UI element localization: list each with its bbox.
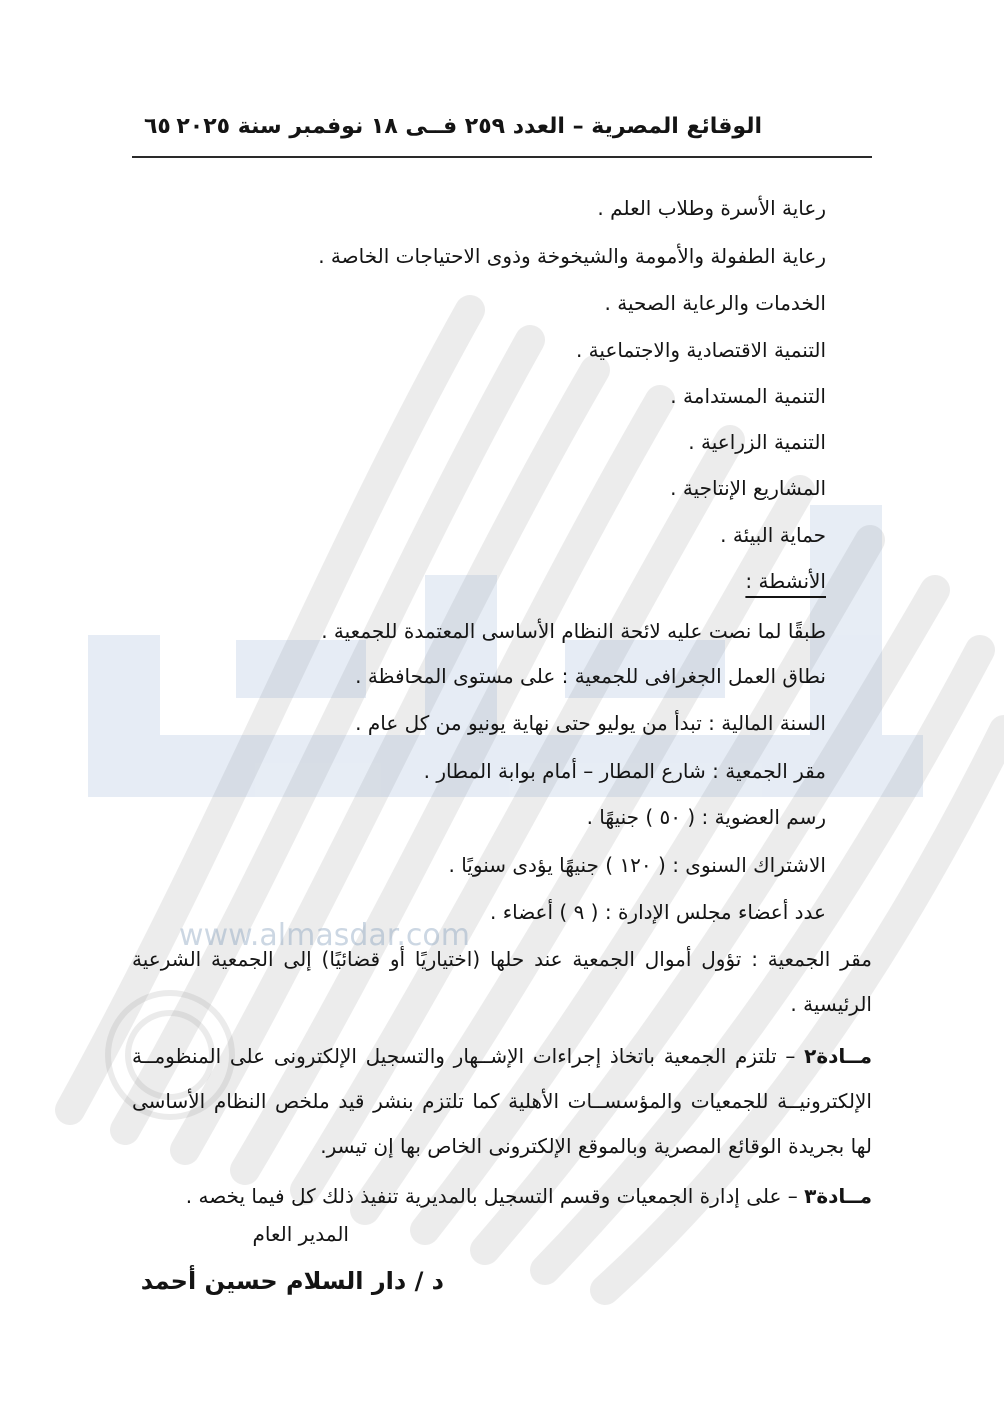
signature-name: د / دار السلام حسين أحمد (140, 1267, 444, 1295)
dissolution-paragraph: مقر الجمعية : تؤول أموال الجمعية عند حلها (اختياريًا أو قضائيًا) إلى الجمعية الشرعية الرئيسية . (132, 947, 872, 1016)
activities-heading: الأنشطة : (745, 569, 826, 593)
article-3-paragraph (132, 1174, 872, 1219)
gazette-title: الوقائع المصرية – العدد ٢٥٩ فــى ١٨ نوفمبر سنة ٢٠٢٥ (176, 114, 762, 139)
article-3-label: مــادة٣ (804, 1184, 872, 1208)
annual-subscription-line: الاشتراك السنوى : ( ١٢٠ ) جنيهًا يؤدى سنويًا . (448, 853, 826, 877)
article-3-text: – على إدارة الجمعيات وقسم التسجيل بالمديرية تنفيذ ذلك كل فيما يخصه . (185, 1184, 805, 1208)
goal-socioeconomic-development: التنمية الاقتصادية والاجتماعية . (575, 338, 826, 362)
membership-fee-line: رسم العضوية : ( ٥٠ ) جنيهًا . (586, 805, 826, 829)
page-number: ٦٥ (144, 114, 171, 139)
goal-childhood-elderly: رعاية الطفولة والأمومة والشيخوخة وذوى الاحتياجات الخاصة . (318, 244, 826, 268)
fiscal-year-line: السنة المالية : تبدأ من يوليو حتى نهاية يونيو من كل عام . (355, 711, 826, 735)
article-2-label: مــادة٢ (804, 1044, 872, 1068)
association-seat-line: مقر الجمعية : شارع المطار – أمام بوابة المطار . (423, 759, 826, 783)
watermark-site-text: www.almasdar.com (179, 918, 470, 953)
page-header (132, 108, 872, 158)
goal-health-services: الخدمات والرعاية الصحية . (604, 291, 826, 315)
goal-environment-protection: حماية البيئة . (720, 523, 826, 547)
board-members-line: عدد أعضاء مجلس الإدارة : ( ٩ ) أعضاء . (490, 900, 826, 924)
geographic-scope-line: نطاق العمل الجغرافى للجمعية : على مستوى المحافظة . (355, 664, 826, 688)
article-2-paragraph (132, 1034, 872, 1169)
article-2-text: – تلتزم الجمعية باتخاذ إجراءات الإشــهار والتسجيل الإلكترونى على المنظومــة الإلكترونيــة للجمعيات والمؤسســات الأهلية كما تلتزم بنشر قيد ملخص النظام الأساسى لها بجريدة الوقائع المصرية وبالموقع الإلكترونى الخاص بها إن تيسر. (132, 1044, 872, 1158)
goal-sustainable-development: التنمية المستدامة . (670, 384, 826, 408)
activities-bylaw-line: طبقًا لما نصت عليه لائحة النظام الأساسى المعتمدة للجمعية . (321, 619, 826, 643)
goal-production-projects: المشاريع الإنتاجية . (670, 476, 826, 500)
goal-agricultural-development: التنمية الزراعية . (688, 430, 826, 454)
goal-family-students: رعاية الأسرة وطلاب العلم . (597, 196, 826, 220)
signature-title: المدير العام (252, 1222, 349, 1246)
